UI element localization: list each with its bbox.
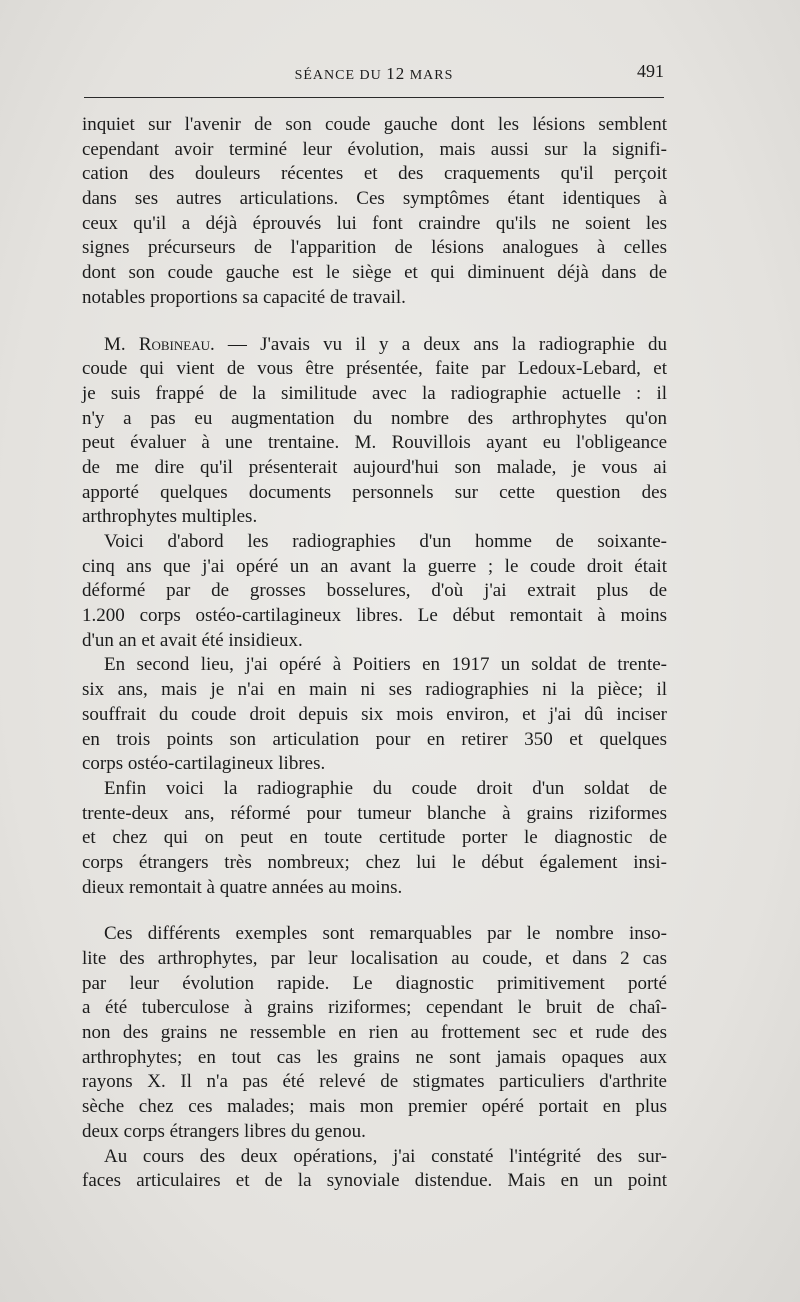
title-prefix: SÉANCE DU xyxy=(294,68,387,83)
text-line: faces articulaires et de la synoviale distendue. Mais en un point xyxy=(82,1170,667,1192)
text-line: deux corps étrangers libres du genou. xyxy=(82,1120,366,1142)
text-line: cation des douleurs récentes et des craquements qu'il perçoit xyxy=(82,163,667,185)
text-line: a été tuberculose à grains riziformes; cependant le bruit de chaî- xyxy=(82,997,667,1019)
body-text xyxy=(82,113,667,1194)
paragraph-examples xyxy=(82,922,667,1144)
text-line: cependant avoir terminé leur évolution, mais aussi sur la signifi- xyxy=(82,138,667,160)
text-line: lite des arthrophytes, par leur localisation au coude, et dans 2 cas xyxy=(82,948,667,969)
text-line: n'y a pas eu augmentation du nombre des arthrophytes qu'on xyxy=(82,407,667,429)
title-suffix: MARS xyxy=(405,68,454,83)
text-line: corps étrangers très nombreux; chez lui le début également insi- xyxy=(82,851,667,873)
text-line: Ces différents exemples sont remarquables par le nombre inso- xyxy=(104,923,667,945)
text-line: Au cours des deux opérations, j'ai constaté l'intégrité des sur- xyxy=(104,1145,667,1167)
header-rule xyxy=(84,97,664,98)
text-line: inquiet sur l'avenir de son coude gauche dont les lésions semblent xyxy=(82,114,667,135)
running-title xyxy=(84,64,664,84)
text-line xyxy=(82,333,667,358)
paragraph-robineau xyxy=(82,333,667,531)
text-line: en trois points son articulation pour en retirer 350 et quelques xyxy=(82,728,667,750)
text-line: par leur évolution rapide. Le diagnostic primitivement porté xyxy=(82,972,667,994)
text-line: Voici d'abord les radiographies d'un homme de soixante- xyxy=(104,531,667,552)
text-line: peut évaluer à une trentaine. M. Rouvillois ayant eu l'obligeance xyxy=(82,432,667,454)
text-line: déformé par de grosses bosselures, d'où j'ai extrait plus de xyxy=(82,580,667,602)
text-line: notables proportions sa capacité de travail. xyxy=(82,286,406,308)
speaker-text: — J'avais vu il y a deux ans la radiographie du xyxy=(214,333,667,355)
paragraph-second-case xyxy=(82,653,667,776)
text-line: de me dire qu'il présenterait aujourd'hui son malade, je vous ai xyxy=(82,456,667,478)
text-line: dont son coude gauche est le siège et qui diminuent déjà dans de xyxy=(82,262,667,284)
paragraph-third-case xyxy=(82,777,667,900)
text-line: souffrait du coude droit depuis six mois environ, et j'ai dû inciser xyxy=(82,703,667,725)
text-line: arthrophytes; en tout cas les grains ne sont jamais opaques aux xyxy=(82,1046,667,1068)
page-number: 491 xyxy=(637,61,664,81)
text-line: arthrophytes multiples. xyxy=(82,506,258,528)
text-line: apporté quelques documents personnels sur cette question des xyxy=(82,481,667,503)
text-line: dans ses autres articulations. Ces symptômes étant identiques à xyxy=(82,188,667,210)
text-line: ceux qu'il a déjà éprouvés lui font craindre qu'ils ne soient les xyxy=(82,212,667,234)
text-line: Enfin voici la radiographie du coude droit d'un soldat de xyxy=(104,777,667,799)
paragraph-operations xyxy=(82,1145,667,1194)
speaker-name: M. Robineau. xyxy=(104,333,215,355)
paragraph-continuation xyxy=(82,113,667,311)
text-line: six ans, mais je n'ai en main ni ses radiographies ni la pièce; il xyxy=(82,679,667,701)
text-line: signes précurseurs de l'apparition de lésions analogues à celles xyxy=(82,237,667,259)
text-line: coude qui vient de vous être présentée, faite par Ledoux-Lebard, et xyxy=(82,358,667,380)
text-line: 1.200 corps ostéo-cartilagineux libres. Le début remontait à moins xyxy=(82,605,667,627)
text-line: et chez qui on peut en toute certitude porter le diagnostic de xyxy=(82,827,667,849)
text-line: d'un an et avait été insidieux. xyxy=(82,629,303,651)
running-header xyxy=(84,60,664,88)
text-line: En second lieu, j'ai opéré à Poitiers en 1917 un soldat de trente- xyxy=(104,654,667,676)
text-line: trente-deux ans, réformé pour tumeur blanche à grains riziformes xyxy=(82,802,667,824)
text-line: je suis frappé de la similitude avec la radiographie actuelle : il xyxy=(82,382,667,404)
text-line: sèche chez ces malades; mais mon premier opéré portait en plus xyxy=(82,1096,667,1118)
title-day: 12 xyxy=(386,64,406,83)
text-line: non des grains ne ressemble en rien au frottement sec et rude des xyxy=(82,1022,667,1044)
text-line: corps ostéo-cartilagineux libres. xyxy=(82,753,326,775)
paragraph-first-case xyxy=(82,530,667,653)
text-line: dieux remontait à quatre années au moins. xyxy=(82,876,403,898)
text-line: rayons X. Il n'a pas été relevé de stigmates particuliers d'arthrite xyxy=(82,1071,667,1093)
text-line: cinq ans que j'ai opéré un an avant la guerre ; le coude droit était xyxy=(82,555,667,577)
